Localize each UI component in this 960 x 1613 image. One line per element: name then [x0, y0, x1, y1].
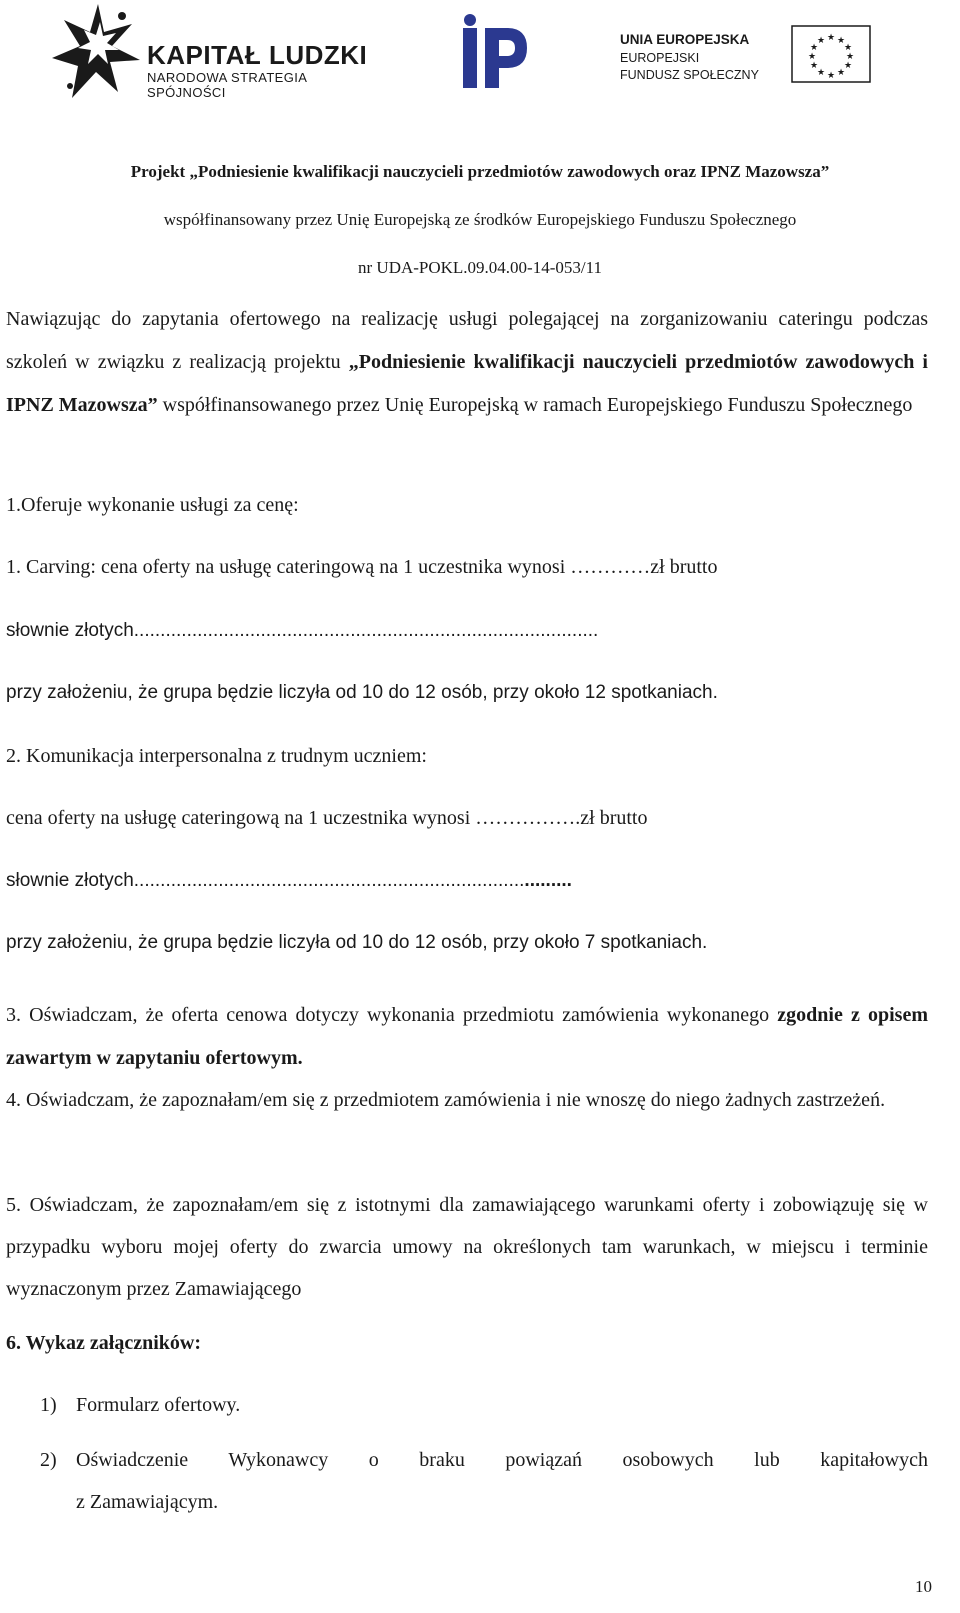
ue-line1: UNIA EUROPEJSKA — [620, 32, 750, 47]
project-number: nr UDA-POKL.09.04.00-14-053/11 — [358, 258, 602, 277]
svg-text:★: ★ — [836, 36, 846, 46]
ue-efs-logo — [620, 18, 860, 98]
item2-words: słownie złotych.......................................................................... — [6, 870, 525, 891]
item1-price-line: 1. Carving: cena oferty na usługę cateringową na 1 uczestnika wynosi …………zł brutto — [6, 556, 718, 578]
eu-flag-icon — [770, 18, 880, 88]
intro-project-name: „Podniesienie kwalifikacji nauczycieli przedmiotów zawodowych i IPNZ Mazowsza” — [6, 351, 928, 416]
item2-price-line: cena oferty na usługę cateringową na 1 uczestnika wynosi …………….zł brutto — [6, 807, 648, 829]
item1-words-line: słownie złotych........................................................................................ — [6, 620, 599, 641]
statement-3-text: 3. Oświadczam, że oferta cenowa dotyczy wykonania przedmiotu zamówienia wykonanego — [6, 1004, 778, 1026]
ue-line2: EUROPEJSKI — [620, 51, 700, 65]
attachment-1-number: 1) — [40, 1394, 57, 1416]
svg-text:★: ★ — [816, 36, 826, 46]
attachment-1-text: Formularz ofertowy. — [76, 1394, 241, 1416]
svg-text:★: ★ — [809, 43, 819, 53]
attachment-2-number: 2) — [40, 1449, 57, 1471]
project-title: Projekt „Podniesienie kwalifikacji nauczycieli przedmiotów zawodowych oraz IPNZ Mazowsza” — [130, 162, 830, 181]
svg-text:★: ★ — [836, 68, 846, 78]
kapital-ludzki-logo — [52, 2, 382, 102]
attachment-item-1 — [40, 1394, 928, 1417]
statement-4: 4. Oświadczam, że zapoznałam/em się z przedmiotem zamówienia i nie wnoszę do niego żadnych zastrzeżeń. — [6, 1089, 886, 1111]
rp-emblem-icon — [455, 14, 545, 94]
attachments-heading: 6. Wykaz załączników: — [6, 1332, 201, 1354]
logo-bar — [0, 0, 960, 150]
kapital-ludzki-stars-icon — [52, 2, 144, 102]
svg-text:★: ★ — [826, 33, 836, 43]
intro-text-1: Nawiązując do zapytania ofertowego na realizację usługi polegającej na zorganizowaniu cateringu podczas szkoleń w związku z realizacją projektu — [6, 308, 928, 373]
intro-text-2: współfinansowanego przez Unię Europejską w ramach Europejskiego Funduszu Społecznego — [157, 394, 913, 416]
attachment-item-2 — [40, 1449, 928, 1472]
project-cofinancing: współfinansowany przez Unię Europejską ze środków Europejskiego Funduszu Społecznego — [163, 210, 797, 229]
item2-assumption: przy założeniu, że grupa będzie liczyła od 10 do 12 osób, przy około 7 spotkaniach. — [6, 932, 708, 953]
attachment-2-text: Oświadczenie Wykonawcy o braku powiązań osobowych lub kapitałowych — [76, 1449, 928, 1471]
svg-text:★: ★ — [845, 52, 855, 62]
page-number: 10 — [915, 1577, 932, 1596]
svg-text:★: ★ — [807, 52, 817, 62]
intro-paragraph — [6, 298, 928, 427]
statement-3-bold: zgodnie z opisem zawartym w zapytaniu ofertowym. — [6, 1004, 929, 1069]
offer-heading: 1.Oferuje wykonanie usługi za cenę: — [6, 494, 299, 516]
svg-text:★: ★ — [826, 71, 836, 81]
statement-3 — [6, 994, 928, 1080]
ue-line3: FUNDUSZ SPOŁECZNY — [620, 68, 759, 82]
attachment-2-continuation: z Zamawiającym. — [76, 1491, 219, 1513]
svg-text:★: ★ — [816, 68, 826, 78]
item1-assumption: przy założeniu, że grupa będzie liczyła od 10 do 12 osób, przy około 12 spotkaniach. — [6, 682, 718, 703]
kapital-ludzki-subtitle: NARODOWA STRATEGIA SPÓJNOŚCI — [147, 70, 307, 100]
rp-logo — [455, 14, 545, 94]
item2-words-bold: ......... — [524, 870, 572, 891]
statement-5: 5. Oświadczam, że zapoznałam/em się z istotnymi dla zamawiającego warunkami oferty i zobowiązuję się w przypadku wyboru mojej oferty do zwarcia umowy na określonych tam warunkach, w miejscu i terminie wyznaczonym przez Zamawiającego — [6, 1194, 928, 1300]
svg-text:★: ★ — [843, 61, 853, 71]
svg-text:★: ★ — [843, 43, 853, 53]
item2-title: 2. Komunikacja interpersonalna z trudnym uczniem: — [6, 745, 427, 767]
svg-text:★: ★ — [809, 61, 819, 71]
kapital-ludzki-title: KAPITAŁ LUDZKI — [147, 40, 368, 70]
item2-words-line — [6, 870, 928, 892]
